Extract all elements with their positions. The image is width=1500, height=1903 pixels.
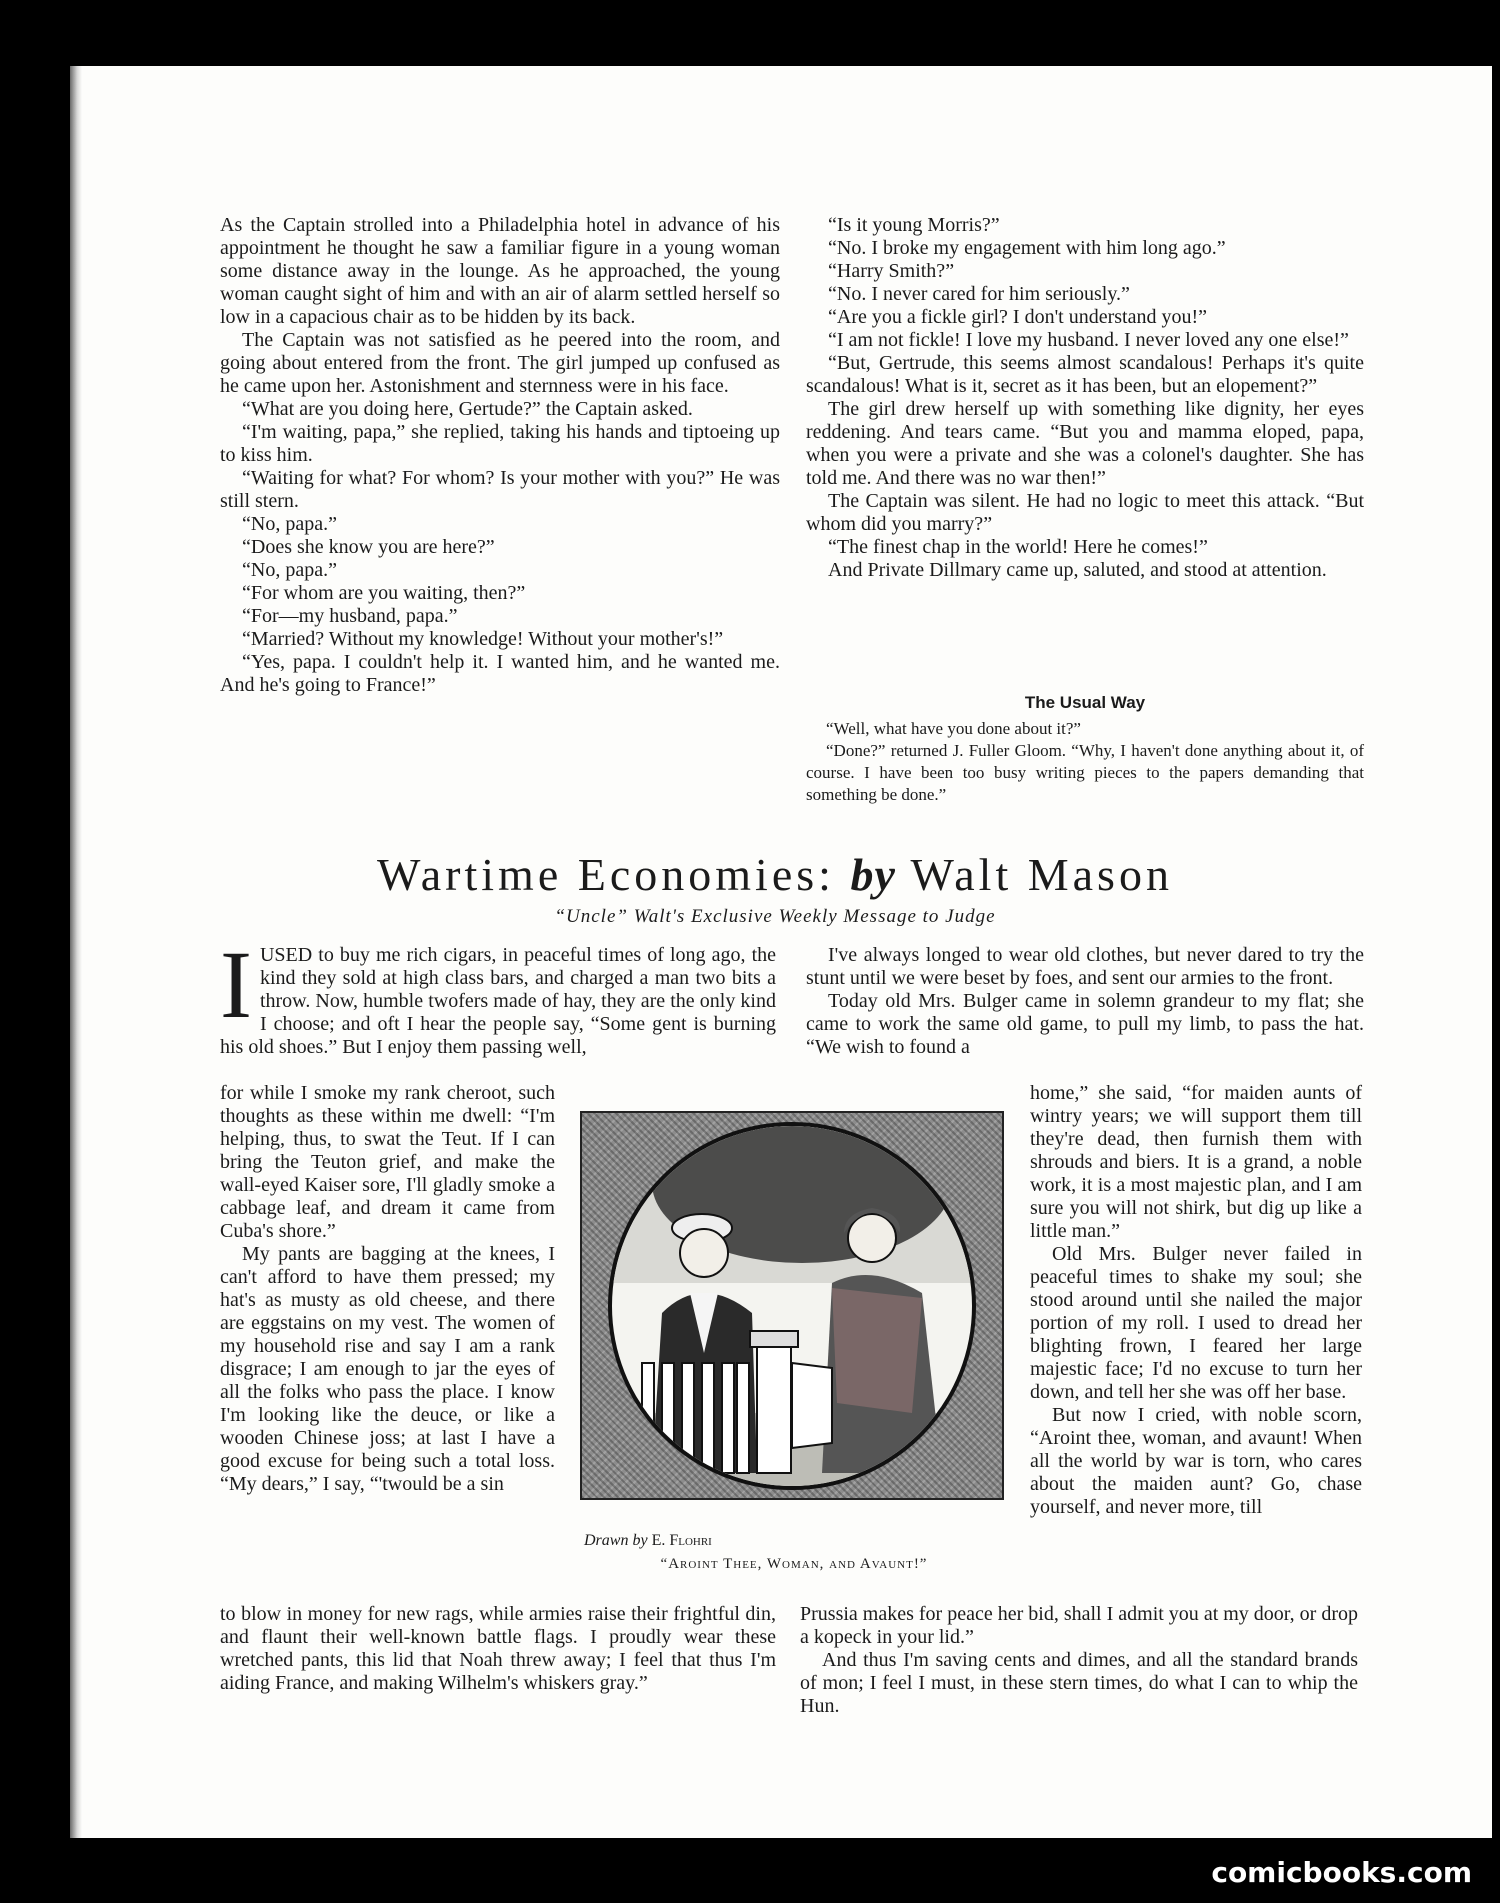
story-paragraph: “Married? Without my knowledge! Without your mother's!” xyxy=(242,628,724,650)
story-paragraph: “The finest chap in the world! Here he comes!” xyxy=(828,536,1208,558)
story-paragraph: As the Captain strolled into a Philadelphia hotel in advance of his appointment he thought he saw a familiar figure in a young woman some distance away in the lounge. As he approached, the young woman caught sight of him and with an air of alarm settled herself so low in a capacious chair as to be hidden by its back. xyxy=(220,214,780,328)
article-column-left-narrow xyxy=(220,1082,555,1496)
article-text: USED to buy me rich cigars, in peaceful times of long ago, the kind they sold at high class bars, and charged a man two bits a throw. Now, humble twofers made of hay, they are the only kind I choose; and oft I hear the people say, “Some gent is burning his old shoes.” But I enjoy them passing well, xyxy=(220,944,776,1058)
story-paragraph: “For whom are you waiting, then?” xyxy=(242,582,526,604)
illustration-caption: “Aroint Thee, Woman, and Avaunt!” xyxy=(660,1556,928,1572)
article-column-left-bottom xyxy=(220,1603,776,1695)
story-paragraph: “I am not fickle! I love my husband. I never loved any one else!” xyxy=(828,329,1349,351)
article-paragraph: Today old Mrs. Bulger came in solemn grandeur to my flat; she came to work the same old game, to pull my limb, to pass the hat. “We wish to found a xyxy=(806,990,1364,1058)
story-column-right xyxy=(806,214,1364,582)
story-paragraph: “Harry Smith?” xyxy=(828,260,955,282)
article-column-right-top xyxy=(806,944,1364,1059)
article-column-right-bottom xyxy=(800,1603,1358,1718)
article-title xyxy=(200,848,1350,901)
article-paragraph: home,” she said, “for maiden aunts of wintry years; we will support them till they're dead, then furnish them with shrouds and biers. It is a grand, a noble work, it is a most majestic plan, and I am sure you will not shirk, but dig up like a little man.” xyxy=(1030,1082,1362,1242)
story-paragraph: “I'm waiting, papa,” she replied, taking his hands and tiptoeing up to kiss him. xyxy=(220,421,780,466)
article-paragraph: I've always longed to wear old clothes, but never dared to try the stunt until we were beset by foes, and sent our armies to the front. xyxy=(806,944,1364,989)
story-paragraph: “Does she know you are here?” xyxy=(242,536,495,558)
watermark: comicbooks.com xyxy=(1211,1856,1472,1889)
article-paragraph: for while I smoke my rank cheroot, such thoughts as these within me dwell: “I'm helping, thus, to swat the Teut. If I can bring the Teuton grief, and make the wall-eyed Kaiser sore, I'll gladly smoke a cabbage leaf, and dream it came from Cuba's shore.” xyxy=(220,1082,555,1242)
page-spine-shadow xyxy=(70,66,82,1838)
article-paragraph: to blow in money for new rags, while armies raise their frightful din, and flaunt their well-known battle flags. I proudly wear these wretched pants, this lid that Noah threw away; I feel that thus I'm aiding France, and making Wilhelm's whiskers gray.” xyxy=(220,1603,776,1694)
article-column-left-top xyxy=(220,931,776,1059)
article-paragraph: Old Mrs. Bulger never failed in peaceful times to shake my soul; she stood around until she nailed the major portion of my roll. I used to dread her blighting frown, I feared her large majestic face; I'd no excuse to turn her down, and tell her she was off her base. xyxy=(1030,1243,1362,1403)
drop-cap: I xyxy=(220,931,252,1038)
usual-way-paragraph: “Well, what have you done about it?” xyxy=(826,719,1081,738)
credit-prefix: Drawn by xyxy=(584,1532,648,1549)
story-paragraph: “No. I never cared for him seriously.” xyxy=(828,283,1130,305)
usual-way-piece xyxy=(806,692,1364,806)
usual-way-paragraph: “Done?” returned J. Fuller Gloom. “Why, I haven't done anything about it, of course. I have been too busy writing pieces to the papers demanding that something be done.” xyxy=(806,741,1364,804)
article-paragraph: And thus I'm saving cents and dimes, and all the standard brands of mon; I feel I must, in these stern times, do what I can to whip the Hun. xyxy=(800,1649,1358,1717)
story-paragraph: And Private Dillmary came up, saluted, and stood at attention. xyxy=(828,559,1327,581)
illustration-credit xyxy=(584,1532,712,1550)
story-paragraph: “For—my husband, papa.” xyxy=(242,605,458,627)
story-column-left xyxy=(220,214,780,697)
article-column-right-narrow xyxy=(1030,1082,1362,1519)
story-paragraph: “Yes, papa. I couldn't help it. I wanted him, and he wanted me. And he's going to France!” xyxy=(220,651,780,696)
article-paragraph: Prussia makes for peace her bid, shall I admit you at my door, or drop a kopeck in your lid.” xyxy=(800,1603,1358,1648)
story-paragraph: “Waiting for what? For whom? Is your mother with you?” He was still stern. xyxy=(220,467,780,512)
article-paragraph xyxy=(220,931,776,1059)
story-paragraph: The Captain was silent. He had no logic to meet this attack. “But whom did you marry?” xyxy=(806,490,1364,535)
article-byline-by: by xyxy=(850,849,896,900)
story-paragraph: “But, Gertrude, this seems almost scandalous! Perhaps it's quite scandalous! What is it, secret as it has been, but an elopement?” xyxy=(806,352,1364,397)
usual-way-title: The Usual Way xyxy=(1024,693,1146,712)
article-subtitle: “Uncle” Walt's Exclusive Weekly Message to Judge xyxy=(554,906,996,927)
story-paragraph: “No, papa.” xyxy=(242,513,337,535)
story-paragraph: The girl drew herself up with something like dignity, her eyes reddening. And tears came. “But you and mamma eloped, papa, when you were a private and she was a colonel's daughter. She has told me. And there was no war then!” xyxy=(806,398,1364,489)
article-paragraph: My pants are bagging at the knees, I can't afford to have them pressed; my hat's as musty as old cheese, and there are eggstains on my vest. The women of my household rise and say I am a rank disgrace; I am enough to jar the eyes of all the folks who pass the place. I know I'm looking like the deuce, or like a wooden Chinese joss; at last I have a good excuse for being such a total loss. “My dears,” I say, “'twould be a sin xyxy=(220,1243,555,1495)
illustration-frame xyxy=(580,1111,1004,1500)
story-paragraph: “Is it young Morris?” xyxy=(828,214,1000,236)
article-author: Walt Mason xyxy=(910,849,1173,900)
article-title-text: Wartime Economies: xyxy=(377,849,835,900)
story-paragraph: “No. I broke my engagement with him long ago.” xyxy=(828,237,1226,259)
story-paragraph: “Are you a fickle girl? I don't understand you!” xyxy=(828,306,1208,328)
story-paragraph: The Captain was not satisfied as he peered into the room, and going about entered from the front. The girl jumped up confused as he came upon her. Astonishment and sternness were in his face. xyxy=(220,329,780,397)
story-paragraph: “No, papa.” xyxy=(242,559,337,581)
credit-name: E. Flohri xyxy=(651,1532,712,1549)
illustration-drawing xyxy=(582,1113,1002,1498)
article-paragraph: But now I cried, with noble scorn, “Aroint thee, woman, and avaunt! When all the world by war is torn, who cares about the maiden aunt? Go, chase yourself, and never more, till xyxy=(1030,1404,1362,1518)
story-paragraph: “What are you doing here, Gertude?” the Captain asked. xyxy=(242,398,693,420)
